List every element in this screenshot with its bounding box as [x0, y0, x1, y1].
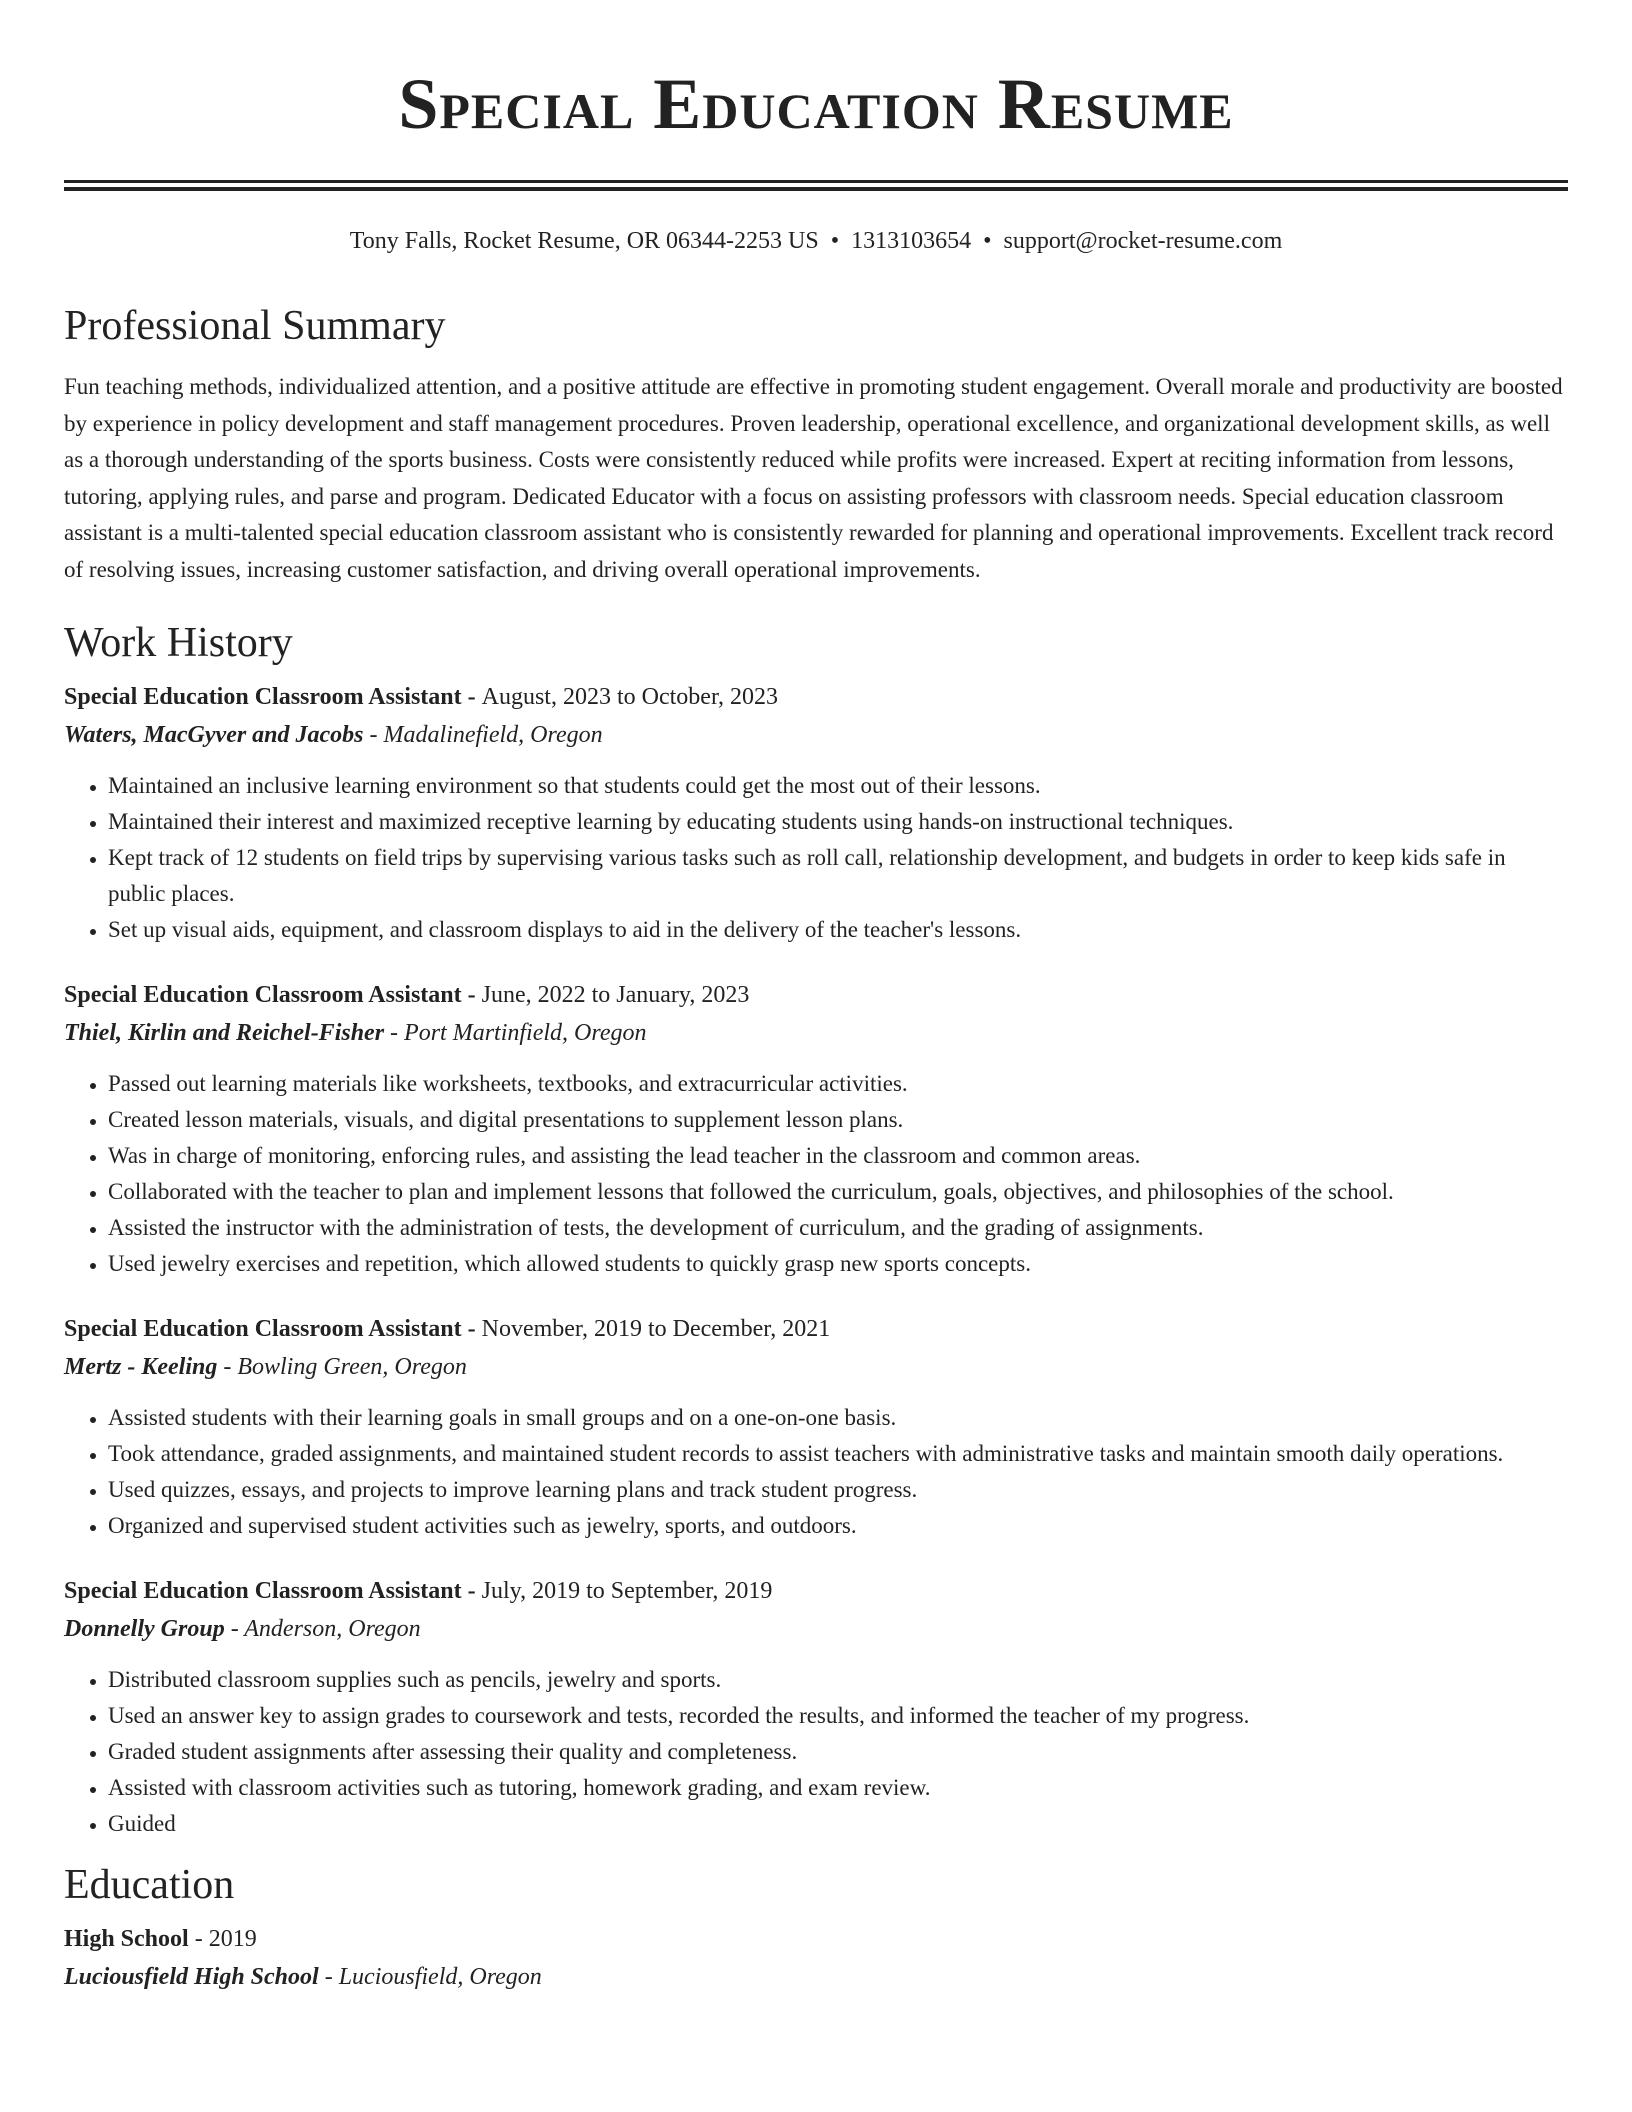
- contact-address: Tony Falls, Rocket Resume, OR 06344-2253 US: [349, 228, 819, 254]
- contact-email: support@rocket-resume.com: [1003, 228, 1283, 254]
- dash: -: [461, 1578, 482, 1604]
- job-bullets: [64, 1662, 1568, 1842]
- education-section: [64, 1860, 1568, 1996]
- job-title: Special Education Classroom Assistant: [64, 1316, 462, 1342]
- job-dates: November, 2019 to December, 2021: [481, 1316, 831, 1342]
- list-item: • Used jewelry exercises and repetition, which allowed students to quickly grasp new sports concepts.: [108, 1246, 1568, 1282]
- job-bullets: [64, 1066, 1568, 1282]
- professional-summary-section: [64, 301, 1568, 588]
- education-degree: High School: [64, 1926, 189, 1952]
- company-location: Bowling Green, Oregon: [237, 1354, 467, 1380]
- list-item: • Guided: [108, 1806, 1568, 1842]
- education-year: 2019: [208, 1926, 257, 1952]
- job-entry: [64, 678, 1568, 948]
- list-item: • Organized and supervised student activities such as jewelry, sports, and outdoors.: [108, 1508, 1568, 1544]
- job-title-line: [64, 1310, 1568, 1348]
- list-item: • Passed out learning materials like worksheets, textbooks, and extracurricular activities.: [108, 1066, 1568, 1102]
- job-bullets: [64, 1400, 1568, 1544]
- dash: -: [461, 684, 482, 710]
- job-dates: July, 2019 to September, 2019: [481, 1578, 773, 1604]
- job-title-line: [64, 678, 1568, 716]
- dash: -: [188, 1926, 209, 1952]
- section-heading-work-history: Work History: [64, 620, 293, 666]
- company-line: [64, 1348, 1568, 1386]
- summary-paragraph: Fun teaching methods, individualized attention, and a positive attitude are effective in promoting student engagement. Overall morale and productivity are boosted by experience in policy development and staff management procedures. Proven leadership, operational excellence, and organizational development skills, as well as a thorough understanding of the sports business. Costs were consistently reduced while profits were increased. Expert at reciting information from lessons, tutoring, applying rules, and parse and program. Dedicated Educator with a focus on assisting professors with classroom needs. Special education classroom assistant is a multi-talented special education classroom assistant who is consistently rewarded for planning and operational improvements. Excellent track record of resolving issues, increasing customer satisfaction, and driving overall operational improvements.: [64, 374, 1563, 582]
- dash: -: [461, 1316, 482, 1342]
- education-location: Luciousfield, Oregon: [338, 1964, 542, 1990]
- education-school-line: [64, 1958, 1568, 1996]
- job-bullets: [64, 768, 1568, 948]
- title-divider: [64, 180, 1568, 191]
- list-item: • Assisted the instructor with the administration of tests, the development of curriculum, and the grading of assignments.: [108, 1210, 1568, 1246]
- list-item: • Was in charge of monitoring, enforcing rules, and assisting the lead teacher in the classroom and common areas.: [108, 1138, 1568, 1174]
- job-entry: [64, 976, 1568, 1282]
- list-item: • Assisted students with their learning goals in small groups and on a one-on-one basis.: [108, 1400, 1568, 1436]
- contact-separator: •: [983, 228, 992, 254]
- list-item: • Distributed classroom supplies such as pencils, jewelry and sports.: [108, 1662, 1568, 1698]
- job-dates: August, 2023 to October, 2023: [481, 684, 778, 710]
- company-line: [64, 1014, 1568, 1052]
- job-entry: [64, 1572, 1568, 1842]
- job-title: Special Education Classroom Assistant: [64, 1578, 462, 1604]
- company-name: Mertz - Keeling: [64, 1354, 218, 1380]
- company-location: Port Martinfield, Oregon: [404, 1020, 647, 1046]
- list-item: • Maintained their interest and maximized receptive learning by educating students using hands-on instructional techniques.: [108, 804, 1568, 840]
- dash: -: [217, 1354, 238, 1380]
- job-title-line: [64, 1572, 1568, 1610]
- company-name: Thiel, Kirlin and Reichel-Fisher: [64, 1020, 385, 1046]
- company-location: Madalinefield, Oregon: [383, 722, 603, 748]
- contact-separator: •: [830, 228, 840, 254]
- list-item: • Took attendance, graded assignments, and maintained student records to assist teachers with administrative tasks and maintain smooth daily operations.: [108, 1436, 1568, 1472]
- list-item: • Set up visual aids, equipment, and classroom displays to aid in the delivery of the teacher's lessons.: [108, 912, 1568, 948]
- list-item: • Maintained an inclusive learning environment so that students could get the most out of their lessons.: [108, 768, 1568, 804]
- resume-title: Special Education Resume: [398, 64, 1234, 144]
- list-item: • Graded student assignments after assessing their quality and completeness.: [108, 1734, 1568, 1770]
- dash: -: [461, 982, 482, 1008]
- section-heading-education: Education: [64, 1862, 235, 1908]
- job-title: Special Education Classroom Assistant: [64, 982, 462, 1008]
- work-history-section: [64, 618, 1568, 1842]
- company-line: [64, 1610, 1568, 1648]
- dash: -: [224, 1616, 245, 1642]
- contact-phone: 1313103654: [851, 228, 972, 254]
- list-item: • Used quizzes, essays, and projects to improve learning plans and track student progress.: [108, 1472, 1568, 1508]
- dash: -: [384, 1020, 405, 1046]
- job-title: Special Education Classroom Assistant: [64, 684, 462, 710]
- education-degree-line: [64, 1920, 1568, 1958]
- contact-line: [64, 225, 1568, 257]
- job-title-line: [64, 976, 1568, 1014]
- education-school: Luciousfield High School: [64, 1964, 319, 1990]
- dash: -: [363, 722, 384, 748]
- company-line: [64, 716, 1568, 754]
- list-item: • Created lesson materials, visuals, and digital presentations to supplement lesson plans.: [108, 1102, 1568, 1138]
- job-dates: June, 2022 to January, 2023: [481, 982, 750, 1008]
- list-item: • Used an answer key to assign grades to coursework and tests, recorded the results, and informed the teacher of my progress.: [108, 1698, 1568, 1734]
- list-item: • Assisted with classroom activities such as tutoring, homework grading, and exam review.: [108, 1770, 1568, 1806]
- list-item: • Collaborated with the teacher to plan and implement lessons that followed the curriculum, goals, objectives, and philosophies of the school.: [108, 1174, 1568, 1210]
- list-item: • Kept track of 12 students on field trips by supervising various tasks such as roll call, relationship development, and budgets in order to keep kids safe in public places.: [108, 840, 1568, 912]
- company-location: Anderson, Oregon: [244, 1616, 421, 1642]
- company-name: Waters, MacGyver and Jacobs: [64, 722, 364, 748]
- company-name: Donnelly Group: [64, 1616, 225, 1642]
- dash: -: [318, 1964, 339, 1990]
- section-heading-summary: Professional Summary: [64, 303, 446, 349]
- job-entry: [64, 1310, 1568, 1544]
